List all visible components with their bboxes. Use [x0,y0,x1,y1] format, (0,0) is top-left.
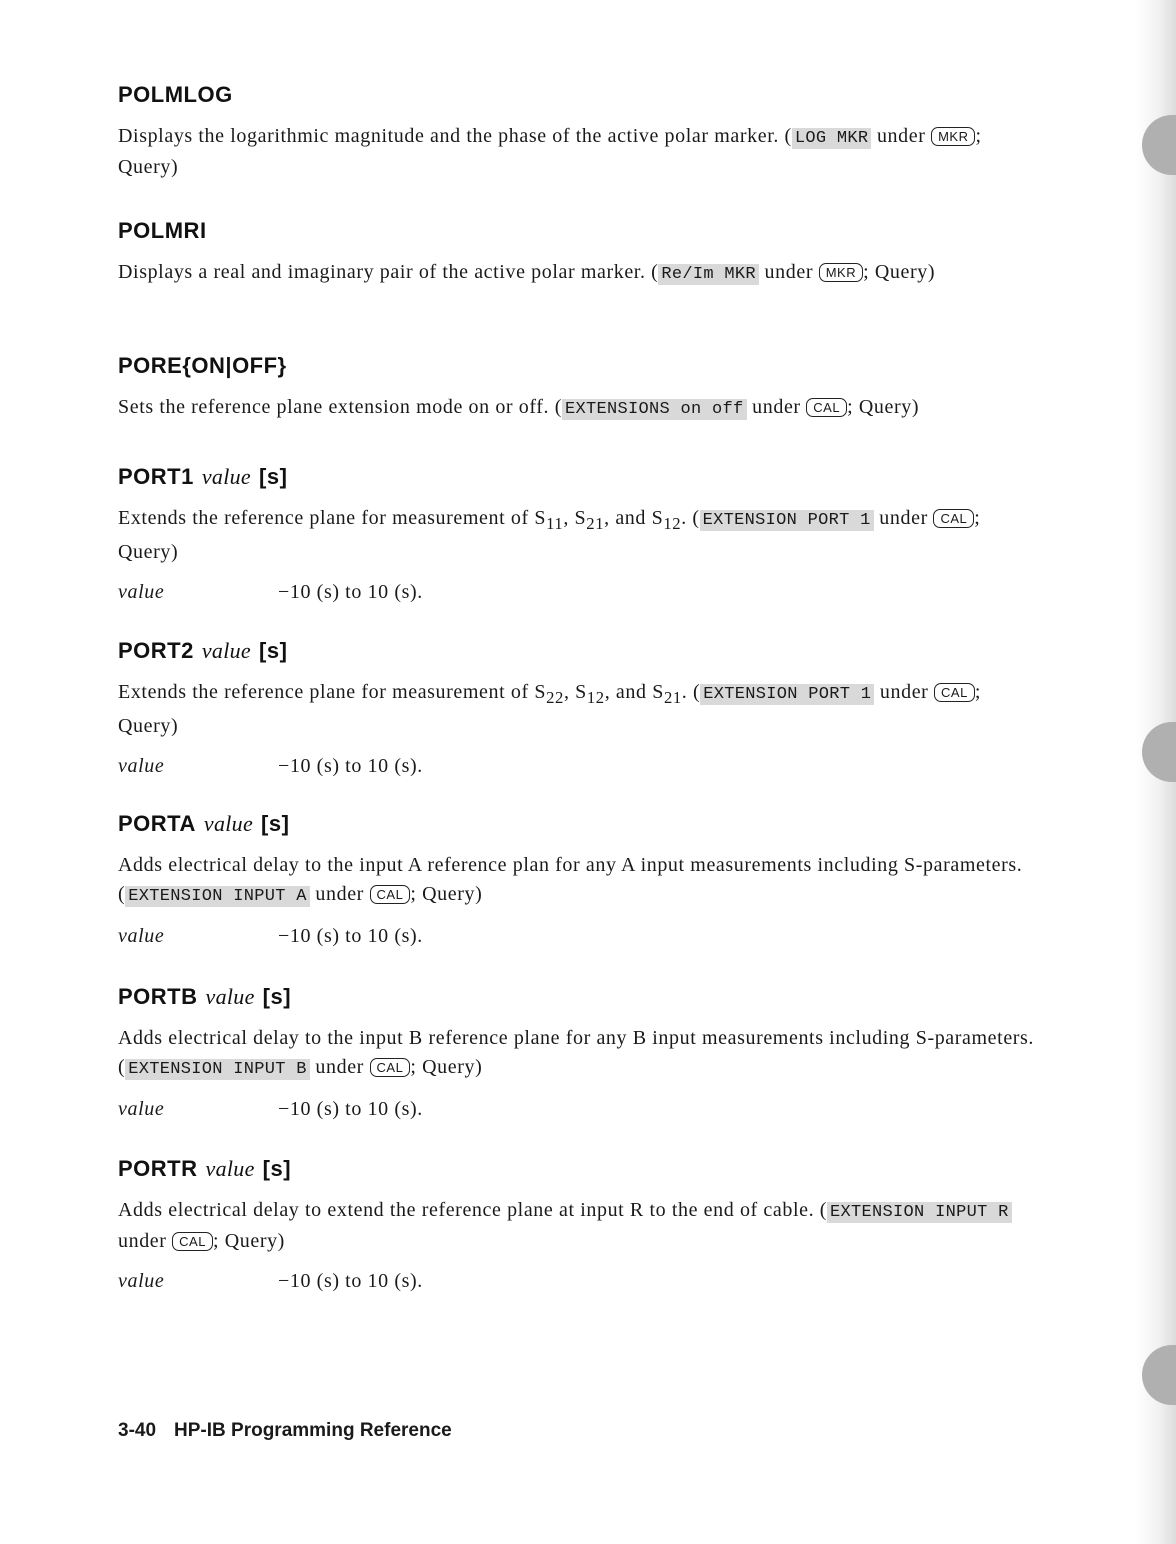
description-text: Adds electrical delay to the input A reference plan for any A input measurements including S-parameters. ( [118,854,1023,905]
command-name: POLMRI [118,218,207,243]
softkey-label: EXTENSIONS on off [562,399,747,420]
command-description [118,851,1038,911]
description-text: Sets the reference plane extension mode on or off. ( [118,396,563,418]
under-text: under [874,681,935,703]
query-text: ; Query) [212,1230,285,1252]
value-label: value [118,925,165,947]
description-text: Adds electrical delay to the input B reference plane for any B input measurements including S-parameters. ( [118,1027,1035,1078]
command-parameter: value [201,638,252,663]
under-text: under [309,883,370,905]
value-label: value [118,1098,165,1120]
command-name: POLMLOG [118,82,233,107]
command-description [118,1024,1038,1084]
query-text: ; Query) [410,883,483,905]
command-unit: [s] [259,638,288,663]
hardkey-label: CAL [933,509,974,528]
description-text: Extends the reference plane for measurement of S [118,507,547,529]
command-heading [118,984,1038,1010]
value-row [118,581,1038,607]
entry-polmlog [118,82,1038,182]
query-text: ; Query) [410,1056,483,1078]
command-unit: [s] [259,464,288,489]
hardkey-label: CAL [172,1232,213,1251]
entry-portr [118,1156,1038,1296]
query-text: ; Query) [847,396,920,418]
description-text: , S [563,681,587,703]
under-text: under [746,396,807,418]
command-unit: [s] [262,1156,292,1181]
command-unit: [s] [261,811,290,836]
description-text: , S [563,507,587,529]
value-label: value [118,581,165,603]
query-text: ; Query) [118,125,982,178]
command-name: PORT1 [118,464,194,489]
hardkey-label: MKR [819,263,863,282]
command-name: PORTR [118,1156,198,1181]
query-text: ; Query) [118,507,981,563]
command-heading [118,82,1038,108]
hardkey-label: CAL [370,1058,411,1077]
description-text: Displays the logarithmic magnitude and the phase of the active polar marker. ( [118,125,792,147]
command-unit: [s] [262,984,292,1009]
value-row [118,1098,1038,1124]
subscript: 11 [546,514,564,533]
value-row [118,1270,1038,1296]
value-range: −10 (s) to 10 (s). [278,581,423,603]
command-name: PORTB [118,984,198,1009]
value-range: −10 (s) to 10 (s). [278,925,423,947]
query-text: ; Query) [118,681,982,737]
hardkey-label: MKR [931,127,975,146]
description-text: . ( [681,507,700,529]
description-text: , and S [604,507,664,529]
hardkey-label: CAL [370,885,411,904]
value-range: −10 (s) to 10 (s). [278,755,423,777]
command-description [118,122,1038,182]
command-name: PORT2 [118,638,194,663]
softkey-label: LOG MKR [792,128,872,149]
value-row [118,925,1038,951]
hardkey-label: CAL [934,683,975,702]
command-description [118,678,1038,741]
command-parameter: value [203,811,254,836]
softkey-label: Re/Im MKR [658,264,759,285]
under-text: under [309,1056,370,1078]
command-heading [118,464,1038,490]
value-label: value [118,755,165,777]
softkey-label: EXTENSION INPUT R [827,1202,1012,1223]
page-footer [118,1420,452,1442]
command-description [118,504,1038,567]
description-text: . ( [681,681,701,703]
subscript: 22 [546,688,564,707]
page-number: 3-40 [118,1420,157,1441]
entry-portb [118,984,1038,1124]
under-text: under [118,1230,173,1252]
command-parameter: value [201,464,252,489]
command-heading [118,218,1038,244]
entry-port1 [118,464,1038,607]
subscript: 21 [663,688,682,707]
value-row [118,755,1038,781]
subscript: 21 [586,514,605,533]
softkey-label: EXTENSION INPUT B [125,1059,310,1080]
value-range: −10 (s) to 10 (s). [278,1098,423,1120]
description-text: Extends the reference plane for measurement of S [118,681,547,703]
command-description [118,1196,1038,1256]
entry-polmri [118,218,1038,289]
command-name: PORTA [118,811,196,836]
entry-porta [118,811,1038,951]
under-text: under [873,507,934,529]
value-range: −10 (s) to 10 (s). [278,1270,423,1292]
subscript: 12 [663,514,682,533]
hardkey-label: CAL [806,398,847,417]
value-label: value [118,1270,165,1292]
softkey-label: EXTENSION PORT 1 [700,684,874,705]
footer-title: HP-IB Programming Reference [174,1420,452,1441]
description-text: Displays a real and imaginary pair of the active polar marker. ( [118,261,659,283]
entry-pore [118,353,1038,424]
entry-port2 [118,638,1038,781]
softkey-label: EXTENSION INPUT A [125,886,310,907]
description-text: , and S [604,681,664,703]
command-parameter: value [205,1156,255,1181]
command-heading [118,638,1038,664]
command-parameter: value [205,984,255,1009]
subscript: 12 [586,688,605,707]
under-text: under [758,261,819,283]
command-description [118,258,1038,289]
command-name: PORE{ON|OFF} [118,353,287,378]
command-heading [118,353,1038,379]
under-text: under [871,125,932,147]
softkey-label: EXTENSION PORT 1 [700,510,874,531]
query-text: ; Query) [863,261,936,283]
description-text: Adds electrical delay to extend the reference plane at input R to the end of cable. ( [118,1199,828,1221]
command-description [118,393,1038,424]
command-heading [118,1156,1038,1182]
command-heading [118,811,1038,837]
